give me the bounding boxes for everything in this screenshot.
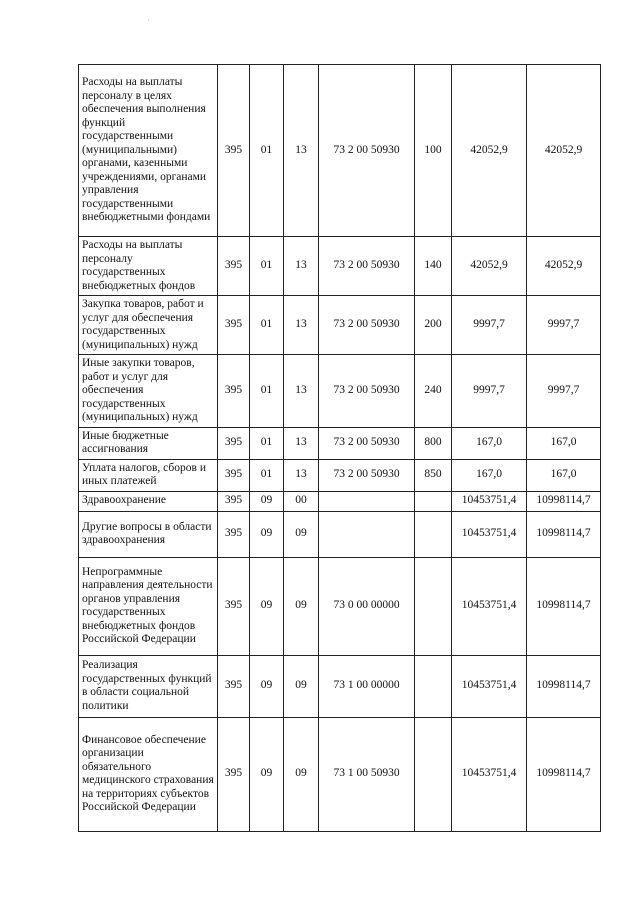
- admin-code: 395: [218, 511, 250, 557]
- admin-code: 395: [218, 427, 250, 459]
- expense-type-code: 240: [415, 355, 452, 428]
- expense-type-code: [415, 717, 452, 831]
- admin-code: 395: [218, 717, 250, 831]
- table-row: [79, 65, 601, 237]
- subsection-code: 13: [284, 296, 319, 355]
- target-article-code: 73 2 00 50930: [319, 459, 415, 491]
- row-name: Другие вопросы в области здравоохранения: [79, 511, 218, 557]
- budget-table: [78, 64, 601, 832]
- sum-year-2: 10998114,7: [527, 655, 601, 717]
- table-row: [79, 355, 601, 428]
- table-row: [79, 511, 601, 557]
- table-row: [79, 655, 601, 717]
- sum-year-1: 167,0: [452, 427, 527, 459]
- expense-type-code: [415, 511, 452, 557]
- subsection-code: 09: [284, 557, 319, 655]
- admin-code: 395: [218, 296, 250, 355]
- section-code: 01: [250, 459, 284, 491]
- subsection-code: 13: [284, 427, 319, 459]
- table-row: [79, 459, 601, 491]
- sum-year-2: 10998114,7: [527, 557, 601, 655]
- admin-code: 395: [218, 655, 250, 717]
- expense-type-code: [415, 655, 452, 717]
- sum-year-2: 10998114,7: [527, 717, 601, 831]
- row-name: Иные закупки товаров, работ и услуг для обеспечения государственных (муниципальных) нужд: [79, 355, 218, 428]
- admin-code: 395: [218, 557, 250, 655]
- sum-year-2: 167,0: [527, 427, 601, 459]
- section-code: 09: [250, 655, 284, 717]
- expense-type-code: 800: [415, 427, 452, 459]
- subsection-code: 13: [284, 65, 319, 237]
- section-code: 01: [250, 237, 284, 296]
- section-code: 01: [250, 427, 284, 459]
- target-article-code: 73 2 00 50930: [319, 427, 415, 459]
- sum-year-1: 42052,9: [452, 237, 527, 296]
- target-article-code: 73 1 00 00000: [319, 655, 415, 717]
- row-name: Непрограммные направления деятельности органов управления государственных внебюджетных фондов Российской Федерации: [79, 557, 218, 655]
- row-name: Здравоохранение: [79, 491, 218, 511]
- target-article-code: 73 2 00 50930: [319, 355, 415, 428]
- admin-code: 395: [218, 65, 250, 237]
- section-code: 09: [250, 491, 284, 511]
- target-article-code: 73 0 00 00000: [319, 557, 415, 655]
- sum-year-2: 10998114,7: [527, 491, 601, 511]
- row-name: Уплата налогов, сборов и иных платежей: [79, 459, 218, 491]
- admin-code: 395: [218, 459, 250, 491]
- section-code: 01: [250, 355, 284, 428]
- subsection-code: 09: [284, 655, 319, 717]
- subsection-code: 13: [284, 459, 319, 491]
- expense-type-code: 850: [415, 459, 452, 491]
- sum-year-2: 9997,7: [527, 296, 601, 355]
- table-row: [79, 717, 601, 831]
- subsection-code: 09: [284, 717, 319, 831]
- expense-type-code: 200: [415, 296, 452, 355]
- sum-year-2: 42052,9: [527, 65, 601, 237]
- sum-year-1: 9997,7: [452, 355, 527, 428]
- target-article-code: [319, 491, 415, 511]
- row-name: Закупка товаров, работ и услуг для обеспечения государственных (муниципальных) нужд: [79, 296, 218, 355]
- section-code: 09: [250, 511, 284, 557]
- sum-year-2: 42052,9: [527, 237, 601, 296]
- table-row: [79, 296, 601, 355]
- subsection-code: 09: [284, 511, 319, 557]
- sum-year-1: 10453751,4: [452, 557, 527, 655]
- table-row: [79, 491, 601, 511]
- table-row: [79, 557, 601, 655]
- row-name: Иные бюджетные ассигнования: [79, 427, 218, 459]
- expense-type-code: [415, 557, 452, 655]
- subsection-code: 13: [284, 237, 319, 296]
- sum-year-1: 9997,7: [452, 296, 527, 355]
- section-code: 01: [250, 65, 284, 237]
- sum-year-2: 10998114,7: [527, 511, 601, 557]
- admin-code: 395: [218, 237, 250, 296]
- admin-code: 395: [218, 355, 250, 428]
- row-name: Реализация государственных функций в области социальной политики: [79, 655, 218, 717]
- section-code: 09: [250, 717, 284, 831]
- subsection-code: 13: [284, 355, 319, 428]
- row-name: Финансовое обеспечение организации обязательного медицинского страхования на территориях субъектов Российской Федерации: [79, 717, 218, 831]
- target-article-code: 73 2 00 50930: [319, 296, 415, 355]
- section-code: 09: [250, 557, 284, 655]
- row-name: Расходы на выплаты персоналу государственных внебюджетных фондов: [79, 237, 218, 296]
- sum-year-1: 10453751,4: [452, 655, 527, 717]
- admin-code: 395: [218, 491, 250, 511]
- target-article-code: [319, 511, 415, 557]
- sum-year-2: 167,0: [527, 459, 601, 491]
- row-name: Расходы на выплаты персоналу в целях обеспечения выполнения функций государственными (муниципальными) органами, казенными учреждениями, органами управления государственными внебюджетными фондами: [79, 65, 218, 237]
- expense-type-code: 140: [415, 237, 452, 296]
- page-mark: ·: [147, 16, 150, 25]
- table-row: [79, 427, 601, 459]
- sum-year-2: 9997,7: [527, 355, 601, 428]
- expense-type-code: [415, 491, 452, 511]
- section-code: 01: [250, 296, 284, 355]
- expense-type-code: 100: [415, 65, 452, 237]
- sum-year-1: 167,0: [452, 459, 527, 491]
- target-article-code: 73 2 00 50930: [319, 237, 415, 296]
- target-article-code: 73 1 00 50930: [319, 717, 415, 831]
- sum-year-1: 10453751,4: [452, 717, 527, 831]
- sum-year-1: 42052,9: [452, 65, 527, 237]
- target-article-code: 73 2 00 50930: [319, 65, 415, 237]
- table-row: [79, 237, 601, 296]
- sum-year-1: 10453751,4: [452, 511, 527, 557]
- sum-year-1: 10453751,4: [452, 491, 527, 511]
- subsection-code: 00: [284, 491, 319, 511]
